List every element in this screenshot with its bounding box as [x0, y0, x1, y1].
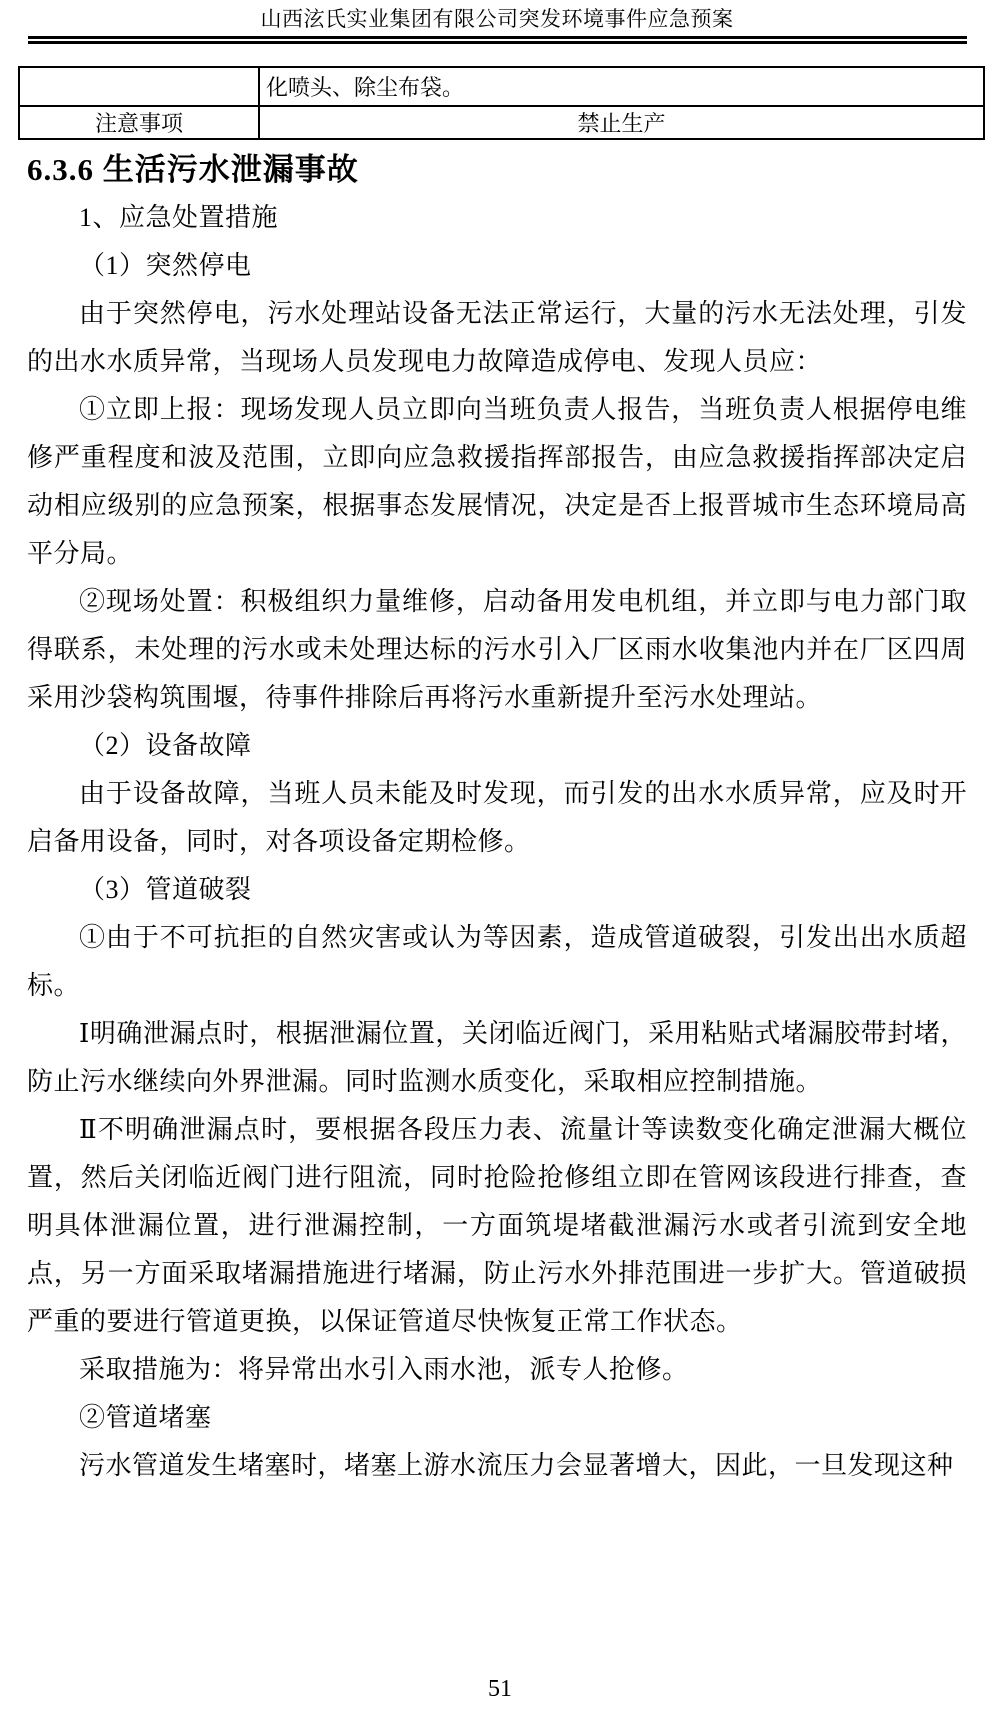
table-cell-row2-content: 禁止生产	[258, 105, 983, 138]
paragraph-subheading: （3）管道破裂	[79, 875, 252, 904]
paragraph: 由于设备故障，当班人员未能及时发现，而引发的出水水质异常，应及时开启备用设备，同时，对各项设备定期检修。	[27, 779, 967, 856]
paragraph: 污水管道发生堵塞时，堵塞上游水流压力会显著增大，因此，一旦发现这种	[79, 1451, 954, 1480]
paragraph: Ⅰ明确泄漏点时，根据泄漏位置，关闭临近阀门，采用粘贴式堵漏胶带封堵，防止污水继续向外界泄漏。同时监测水质变化，采取相应控制措施。	[27, 1019, 967, 1096]
document-header-title: 山西泫氏实业集团有限公司突发环境事件应急预案	[260, 7, 734, 31]
paragraph-subheading: （2）设备故障	[79, 731, 252, 760]
paragraph: ①立即上报：现场发现人员立即向当班负责人报告，当班负责人根据停电维修严重程度和波及范围，立即向应急救援指挥部报告，由应急救援指挥部决定启动相应级别的应急预案，根据事态发展情况，决定是否上报晋城市生态环境局高平分局。	[27, 395, 967, 568]
table-cell-row1-content: 化喷头、除尘布袋。	[258, 68, 983, 105]
paragraph: 采取措施为：将异常出水引入雨水池，派专人抢修。	[79, 1355, 689, 1384]
table-cell-row1-label	[20, 68, 258, 105]
paragraph-subheading: ②管道堵塞	[79, 1403, 212, 1432]
paragraph-list-item: 1、应急处置措施	[79, 203, 279, 232]
paragraph: ①由于不可抗拒的自然灾害或认为等因素，造成管道破裂，引发出出水质超标。	[27, 923, 967, 1000]
table-cell-row2-label: 注意事项	[20, 105, 258, 138]
paragraph: Ⅱ不明确泄漏点时，要根据各段压力表、流量计等读数变化确定泄漏大概位置，然后关闭临近阀门进行阻流，同时抢险抢修组立即在管网该段进行排查，查明具体泄漏位置，进行泄漏控制，一方面筑堤堵截泄漏污水或者引流到安全地点，另一方面采取堵漏措施进行堵漏，防止污水外排范围进一步扩大。管道破损严重的要进行管道更换，以保证管道尽快恢复正常工作状态。	[27, 1115, 967, 1336]
paragraph: 由于突然停电，污水处理站设备无法正常运行，大量的污水无法处理，引发的出水水质异常，当现场人员发现电力故障造成停电、发现人员应：	[27, 299, 967, 376]
page-number: 51	[488, 1676, 512, 1702]
paragraph-subheading: （1）突然停电	[79, 251, 252, 280]
paragraph: ②现场处置：积极组织力量维修，启动备用发电机组，并立即与电力部门取得联系，未处理的污水或未处理达标的污水引入厂区雨水收集池内并在厂区四周采用沙袋构筑围堰，待事件排除后再将污水重新提升至污水处理站。	[27, 587, 967, 712]
precaution-table	[18, 66, 985, 140]
section-heading: 6.3.6 生活污水泄漏事故	[27, 152, 359, 187]
header-divider-rule	[28, 36, 967, 44]
section-body	[27, 194, 967, 1490]
